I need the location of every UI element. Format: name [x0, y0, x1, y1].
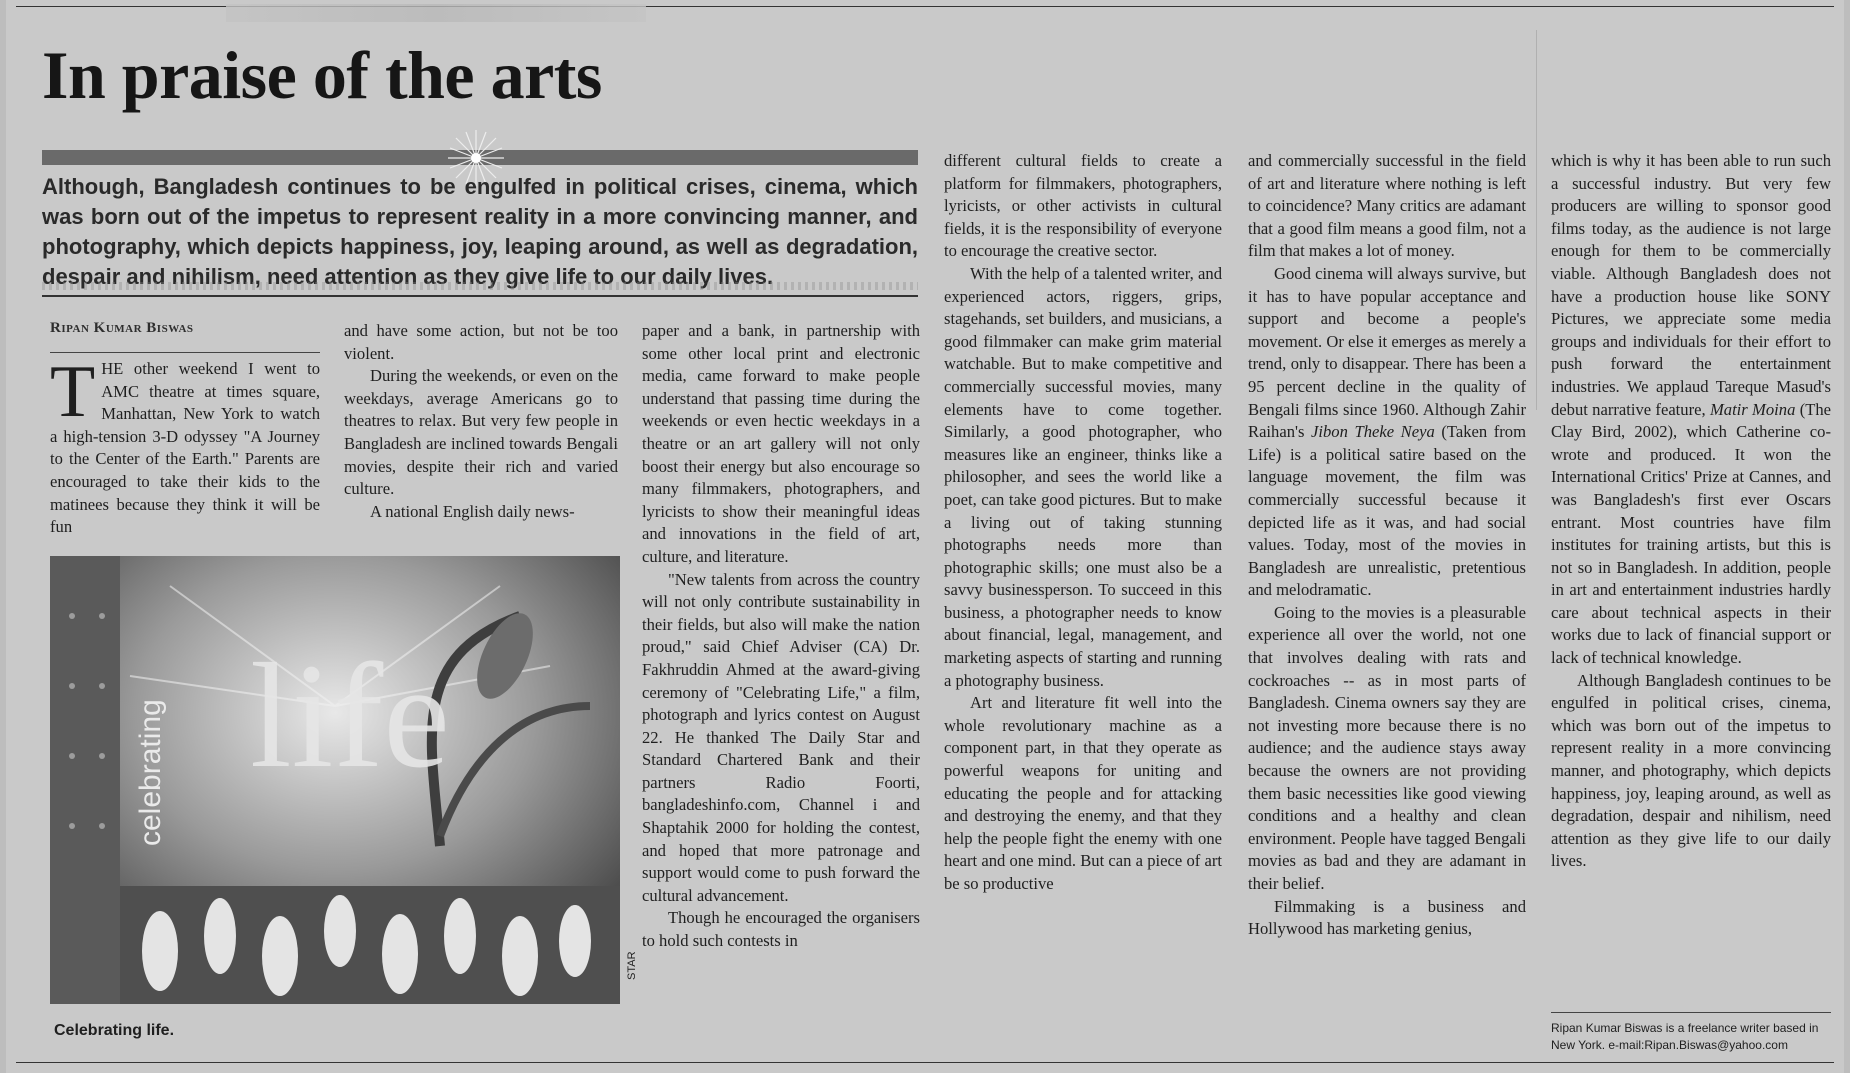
paragraph: and commercially successful in the field of art and literature where nothing is left to coincidence? Many critics are adamant that a good film means a good film, not a film that makes a lot of money. — [1248, 151, 1526, 261]
paragraph: which is why it has been able to run such a successful industry. But very few producers are willing to sponsor good films today, as the audience is not large enough for them to be commercially viable. Although Bangladesh does not have a production house like SONY Pictures, we appreciate some media groups and individuals for their effort to push forward the entertainment industries. We applaud Tareque Masud's debut narrative feature, Matir Moina (The Clay Bird, 2002), which Catherine co-wrote and produced. It won the International Critics' Prize at Cannes, and was Bangladesh's first ever Oscars entrant. Most countries have film institutes for training artists, but this is not so in Bangladesh. In addition, people in art and entertainment industries hardly care about technical aspects in their works due to lack of financial support or lack of technical knowledge. — [1551, 151, 1832, 668]
byline: Ripan Kumar Biswas — [50, 320, 194, 336]
film-title: Matir Moina — [1709, 399, 1796, 419]
drop-cap: T — [50, 351, 96, 433]
newspaper-page — [6, 0, 1844, 1073]
paragraph: "New talents from across the country will not only contribute sustainability in their fields, but also will make the nation proud," said Chief Adviser (CA) Dr. Fakhruddin Ahmed at the award-giving ceremony of "Celebrating Life," a film, photograph and lyrics contest on August 22. He thanked The Daily Star and Standard Chartered Bank and their partners Radio Foorti, bangladeshinfo.com, Channel i and Shaptahik 2000 for holding the contest, and hoped that more patronage and support would come to push forward the cultural advancement. — [642, 569, 920, 905]
headline: In praise of the arts — [42, 37, 602, 113]
paragraph: Going to the movies is a pleasurable experience all over the world, not one that involves dealing with rats and cockroaches -- as in most parts of Bangladesh. Cinema owners say they are not investing more because there is no audience; and the audience stays away because the owners are not providing them basic necessities like good viewing conditions and a healthy and clean environment. People have tagged Bengali movies as bad and they are adamant in their belief. — [1248, 602, 1526, 893]
column-5 — [1248, 150, 1526, 941]
film-title: Jibon Theke Neya — [1311, 422, 1435, 442]
paragraph: Although Bangladesh continues to be engulfed in political crises, cinema, which was born out of the impetus to represent reality in a more convincing manner, and photography, which depicts happiness, joy, leaping around, as well as degradation, despair and nihilism, need attention as they give life to our daily lives. — [1551, 670, 1831, 871]
footnote-rule — [1551, 1012, 1831, 1013]
column-1 — [50, 351, 320, 539]
paragraph: Good cinema will always survive, but it has to have popular acceptance and support and become a people's movement. Or else it emerges as merely a trend, only to disappear. There has been a 95 percent decline in the quality of Bengali films since 1960. Although Zahir Raihan's Jibon Theke Neya (Taken from Life) is a political satire based on the language movement, the film was commercially successful because it depicted life as it was, and had social values. Today, most of the movies in Bangladesh are unrealistic, pretentious and melodramatic. — [1248, 263, 1527, 600]
paragraph: different cultural fields to create a platform for filmmakers, photographers, lyricists, or other activists in cultural fields, it is the responsibility of everyone to encourage the creative sector. — [944, 151, 1222, 261]
bottom-rule — [16, 1062, 1834, 1063]
column-3 — [642, 320, 920, 953]
author-footnote: Ripan Kumar Biswas is a freelance writer based in New York. e-mail:Ripan.Biswas@yahoo.com — [1551, 1021, 1819, 1052]
paragraph: Filmmaking is a business and Hollywood has marketing genius, — [1248, 896, 1526, 939]
bleed-through — [226, 4, 646, 22]
paragraph: paper and a bank, in partnership with some other local print and electronic media, came forward to make people understand that passing time during the weekends or even hectic weekdays in a theatre or an art gallery will not only boost their energy but also encourage so many filmmakers, photographers, and lyricists to show their meaningful ideas and innovations in the field of art, culture, and literature. — [642, 321, 920, 566]
stage-illustration — [50, 556, 620, 1004]
paragraph: A national English daily news- — [370, 501, 575, 521]
banner-word: life — [250, 633, 450, 799]
paragraph: and have some action, but not be too violent. — [344, 321, 618, 363]
deck-standfirst: Although, Bangladesh continues to be engulfed in political crises, cinema, which was born out of the impetus to represent reality in a more convincing manner, and photography, which depicts happiness, joy, leaping around, as well as degradation, despair and nihilism, need attention as they give life to our daily lives. — [42, 174, 918, 289]
banner-side-text: celebrating — [134, 699, 167, 846]
paragraph: Though he encouraged the organisers to hold such contests in — [642, 908, 920, 951]
event-photo — [50, 556, 620, 1004]
column-2 — [344, 320, 618, 523]
column-4 — [944, 150, 1222, 896]
column-6 — [1551, 150, 1831, 873]
paragraph: Art and literature fit well into the whole revolutionary machine as a component part, in that they operate as powerful weapons for uniting and educating the people and for attacking and destroying the enemy, and that they help the people fight the enemy with one heart and one mind. But can a piece of art be so productive — [944, 693, 1222, 893]
paragraph: During the weekends, or even on the weekdays, average Americans go to theatres to relax. But very few people in Bangladesh are inclined towards Bengali movies, despite their rich and varied culture. — [344, 366, 618, 499]
paragraph: With the help of a talented writer, and experienced actors, riggers, grips, stagehands, set builders, and musicians, a good filmmaker can make grim material watchable. But to make competitive and commercially successful movies, many elements have to come together. Similarly, a good photographer, who measures like an engineer, thinks like a philosopher, and sees the world like a poet, can take good pictures. But to make a living out of taking stunning photographs needs more than photographic skills; one must also be a savvy businessperson. To succeed in this business, a photographer needs to know about financial, legal, management, and marketing aspects of starting and running a photography business. — [944, 263, 1222, 690]
column-1-text: HE other weekend I went to AMC theatre at times square, Manhattan, New York to watch a high-tension 3-D odyssey "A Journey to the Center of the Earth." Parents are encouraged to take their kids to the matinees because they think it will be fun — [50, 359, 320, 537]
deck-rule — [42, 295, 918, 297]
photo-caption: Celebrating life. — [54, 1022, 175, 1039]
bleed-through-line — [42, 282, 918, 290]
photo-credit: STAR — [626, 951, 638, 980]
